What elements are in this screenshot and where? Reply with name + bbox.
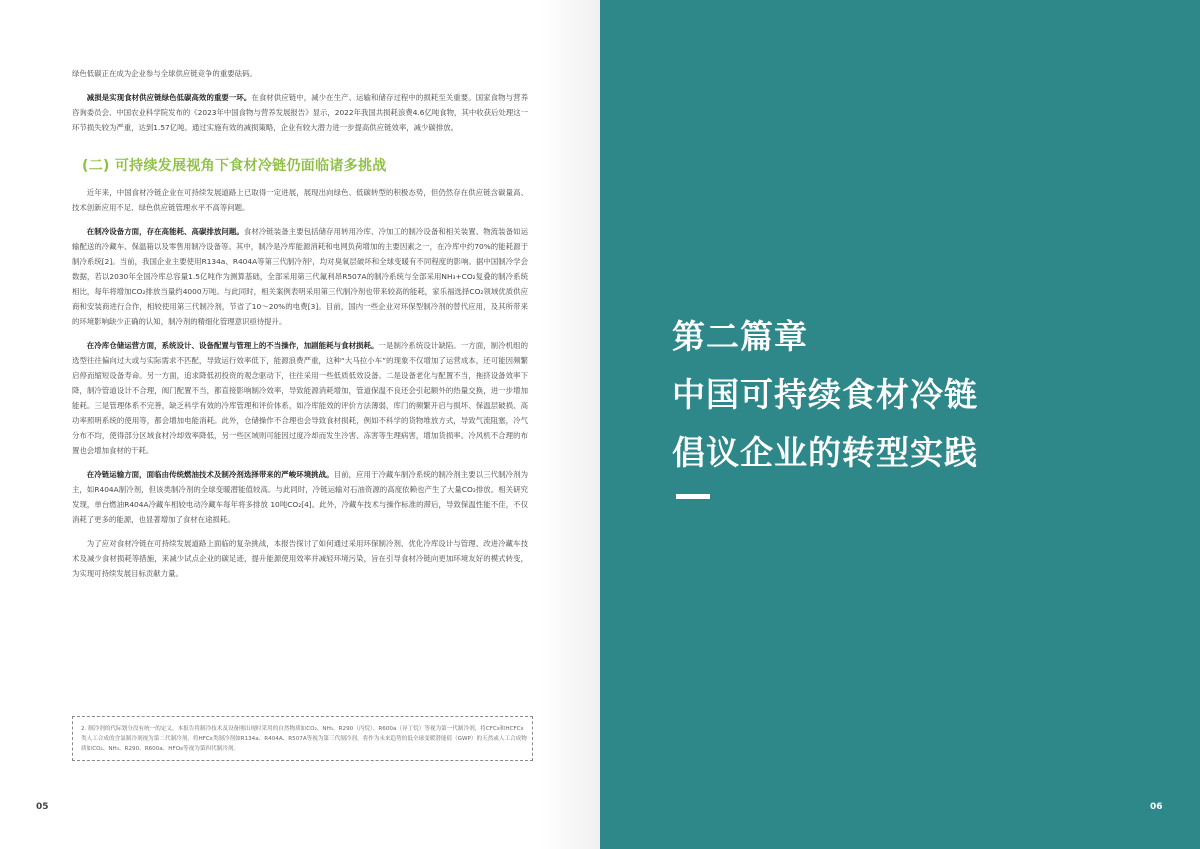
paragraph-text: 食材冷链装备主要包括储存用转用冷库、冷加工的制冷设备和相关装置、物流装备如运输配送的冷藏车、保温箱以及零售用制冷设备等。其中，制冷是冷库能源消耗和电网负荷增加的主要因素之一，在冷库中约70%的能耗源于制冷系统[2]。当前，我国企业主要使用R134a、R404A等第三代制冷剂²，均对臭氧层破坏和全球变暖有不同程度的影响。据中国制冷学会数据，若以2030年全国冷库总容量1.5亿吨作为测算基础，全部采用第三代氟利昂R507A的制冷系统与全部采用NH₃+CO₂复叠的制冷系统相比，每年将增加CO₂排放当量约4000万吨。与此同时，相关案例表明采用第三代制冷剂也带来较高的能耗，家乐福选择CO₂领域优质供应商和安装商进行合作，相较使用第三代制冷剂，节省了10～20%的电费[3]。目前，国内一些企业对环保型制冷剂的替代应用，及其所带来的环境影响缺少正确的认知，制冷剂的精细化管理意识亟待提升。: [72, 227, 528, 326]
paragraph-overview: 近年来，中国食材冷链企业在可持续发展道路上已取得一定进展，展现出向绿色、低碳转型的积极态势，但仍然存在供应链含碳量高、技术创新应用不足、绿色供应链管理水平不高等问题。: [72, 188, 528, 212]
paragraph-loss-reduction: [72, 90, 528, 135]
paragraph-transport: [72, 467, 528, 527]
paragraph-refrigeration-equipment: [72, 224, 528, 329]
section-heading: (二) 可持续发展视角下食材冷链仍面临诸多挑战: [82, 158, 387, 174]
paragraph-conclusion: 为了应对食材冷链在可持续发展道路上面临的复杂挑战，本报告探讨了如何通过采用环保制冷剂、优化冷库设计与管理、改进冷藏车技术及减少食材损耗等措施，来减少试点企业的碳足迹，提升能源使用效率并减轻环境污染，旨在引导食材冷链向更加环境友好的模式转变，为实现可持续发展目标贡献力量。: [72, 539, 528, 578]
paragraph-lead-bold: 在制冷设备方面，存在高能耗、高碳排放问题。: [86, 227, 244, 236]
paragraph-lead-bold: 减损是实现食材供应链绿色低碳高效的重要一环。: [86, 93, 252, 102]
footnote-box: 2. 制冷剂的代际划分没有统一的定义，本报告将制冷技术及设备刚出现时采用的自然物质如CO₂、NH₃、R290（丙烷）、R600a（异丁烷）等视为第一代制冷剂，将CFCs和HCFCs类人工合成的含氯制冷剂视为第二代制冷剂，将HFCs类制冷剂如R134a、R404A、R507A等视为第三代制冷剂，将作为未来趋势的低全球变暖潜能值（GWP）的天然或人工合成物质如CO₂、NH₃、R290、R600a、HFOs等视为第四代制冷剂。: [72, 716, 533, 761]
page-number-left: 05: [36, 802, 49, 812]
chapter-dash-divider: [676, 494, 710, 499]
page-number-right: 06: [1150, 802, 1163, 812]
paragraph-text: 一是制冷系统设计缺陷。一方面，制冷机组的选型往往偏向过大或与实际需求不匹配，导致运行效率低下，能源浪费严重，这种“大马拉小车”的现象不仅增加了运营成本，还可能因频繁启停而缩短设备寿命。另一方面，追求降低初投资的观念驱动下，往往采用一些低质低效设备。二是设备老化与配置不当，拖挤设备效率下降，制冷管道设计不合理，阀门配置不当，都直接影响制冷效率，导致能源消耗增加，管道保温不良还会引起额外的热量交换，进一步增加能耗。三是管理体系不完善，缺乏科学有效的冷库管理和评价体系，如冷库能效的评价方法薄弱，库门的频繁开启与损坏、保温层破损、高功率照明系统的使用等，都会增加电能消耗。此外，仓储操作不合理也会导致食材损耗，例如不科学的货物堆放方式，导致气流阻塞，冷气分布不均，使得部分区域食材冷却效率降低，另一些区域则可能因过度冷却而发生冷害、冻害等生理病害，增加货损率。冷风机不合理的布置也会增加食材的干耗。: [72, 341, 528, 455]
chapter-title-line-1: 第二篇章: [672, 317, 808, 356]
paragraph-cold-storage: [72, 338, 528, 458]
intro-paragraph: 绿色低碳正在成为企业参与全球供应链竞争的重要砝码。: [72, 69, 257, 78]
paragraph-text: 目前，应用于冷藏车制冷系统的制冷剂主要以三代制冷剂为主，如R404A制冷剂，但该类制冷剂的全球变暖潜能值较高。与此同时，冷链运输对石油资源的高度依赖也产生了大量CO₂排放。相关研究发现，单台燃油R404A冷藏车相较电动冷藏车每年将多排放 10吨CO₂[4]。此外，冷藏车技术与操作标准的滞后，导致保温性能不佳，不仅消耗了更多的能源，也显著增加了食材在途损耗。: [72, 470, 528, 524]
chapter-title-line-2: 中国可持续食材冷链: [672, 375, 978, 414]
paragraph-lead-bold: 在冷库仓储运营方面，系统设计、设备配置与管理上的不当操作，加剧能耗与食材损耗。: [86, 341, 379, 350]
chapter-title-line-3: 倡议企业的转型实践: [672, 433, 978, 472]
paragraph-text: 在食材供应链中，减少在生产、运输和储存过程中的损耗至关重要。国家食物与营养咨询委员会、中国农业科学院发布的《2023年中国食物与营养发展报告》显示，2022年我国共损耗浪费4.6亿吨食物，其中收获后处理这一环节损失较为严重，达到1.57亿吨。通过实施有效的减损策略，企业有较大潜力进一步提高供应链效率，减少碳排放。: [72, 93, 528, 132]
page-gutter-shadow: [540, 0, 600, 849]
body-text-column: [72, 66, 528, 590]
chapter-title: [672, 308, 978, 482]
paragraph-lead-bold: 在冷链运输方面，面临由传统燃油技术及制冷剂选择带来的严峻环境挑战。: [86, 470, 334, 479]
